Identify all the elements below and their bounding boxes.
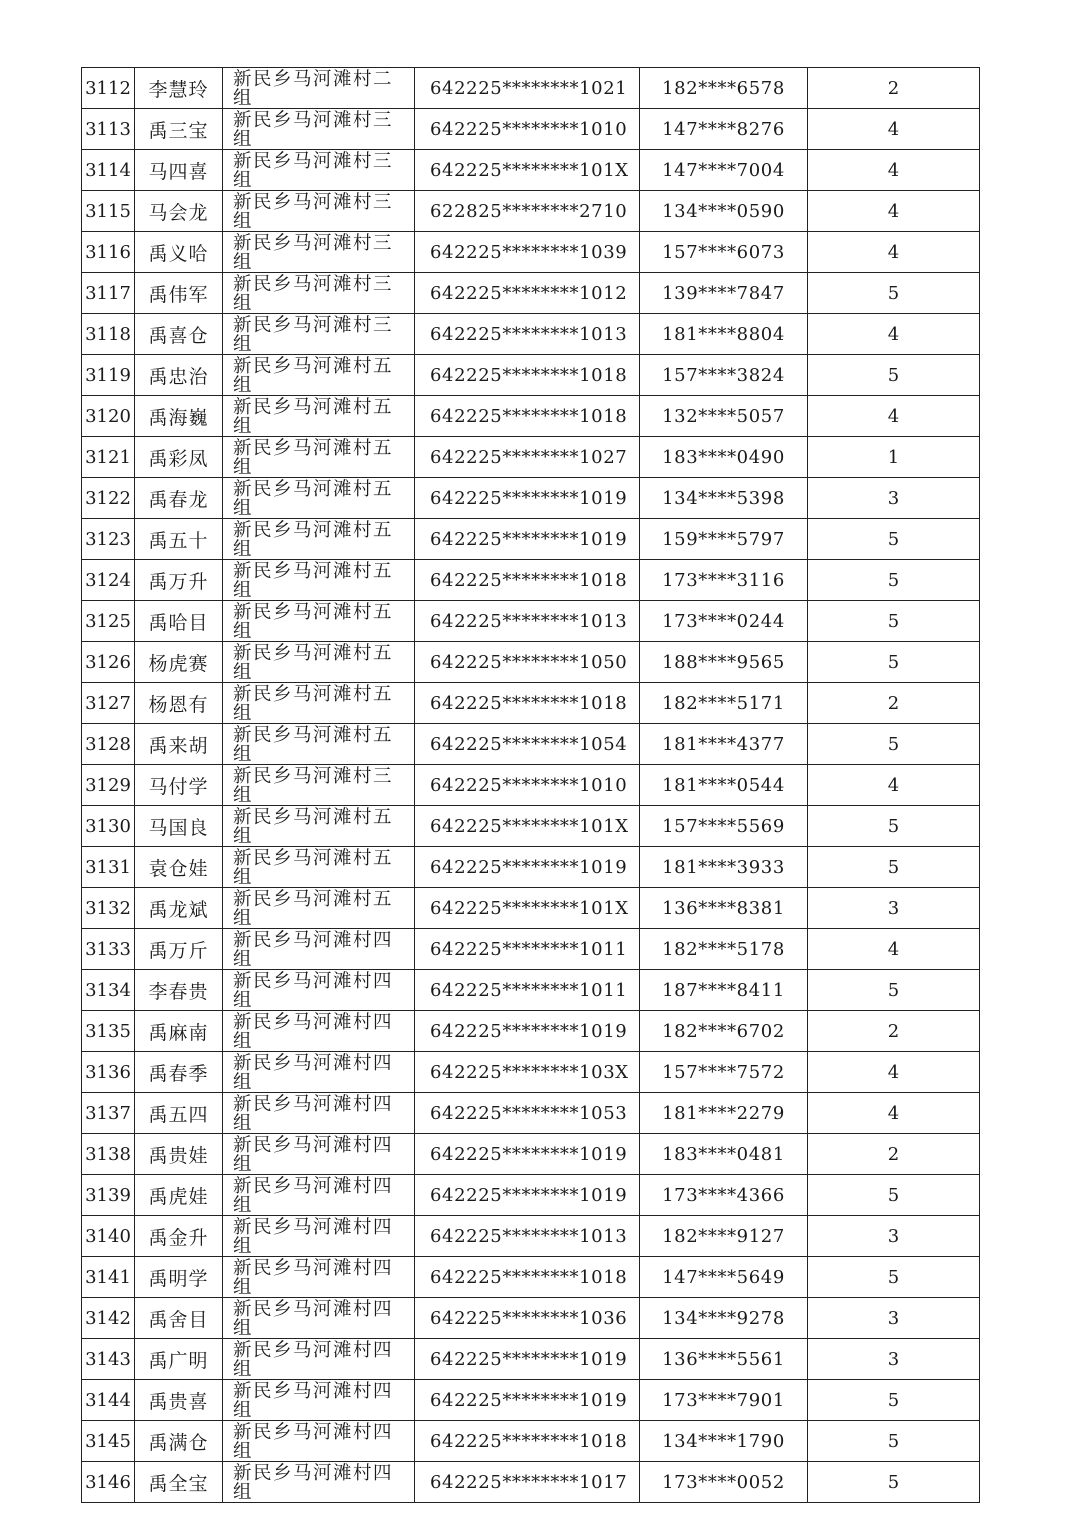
table-row (82, 150, 980, 191)
address-cell: 新民乡马河滩村四组 (223, 1257, 415, 1298)
phone-cell: 159****5797 (640, 519, 808, 560)
phone-cell: 157****7572 (640, 1052, 808, 1093)
id-number-cell: 642225********1017 (415, 1462, 640, 1503)
phone-cell: 173****3116 (640, 560, 808, 601)
document-page (81, 67, 979, 1503)
row-number-cell: 3145 (82, 1421, 135, 1462)
name-cell: 禹来胡 (135, 724, 223, 765)
name-cell: 禹义哈 (135, 232, 223, 273)
phone-cell: 181****0544 (640, 765, 808, 806)
table-row (82, 1052, 980, 1093)
id-number-cell: 642225********1050 (415, 642, 640, 683)
row-number-cell: 3138 (82, 1134, 135, 1175)
table-row (82, 683, 980, 724)
table-row (82, 191, 980, 232)
name-cell: 袁仓娃 (135, 847, 223, 888)
id-number-cell: 642225********1054 (415, 724, 640, 765)
household-count-cell: 5 (808, 355, 980, 396)
id-number-cell: 642225********1013 (415, 1216, 640, 1257)
id-number-cell: 642225********1018 (415, 1257, 640, 1298)
table-row (82, 1093, 980, 1134)
name-cell: 禹春季 (135, 1052, 223, 1093)
phone-cell: 147****5649 (640, 1257, 808, 1298)
table-row (82, 1257, 980, 1298)
id-number-cell: 642225********1011 (415, 929, 640, 970)
table-row (82, 1011, 980, 1052)
household-count-cell: 3 (808, 888, 980, 929)
phone-cell: 183****0490 (640, 437, 808, 478)
household-count-cell: 5 (808, 642, 980, 683)
row-number-cell: 3133 (82, 929, 135, 970)
table-row (82, 273, 980, 314)
phone-cell: 132****5057 (640, 396, 808, 437)
row-number-cell: 3132 (82, 888, 135, 929)
id-number-cell: 642225********103X (415, 1052, 640, 1093)
name-cell: 禹麻南 (135, 1011, 223, 1052)
name-cell: 禹虎娃 (135, 1175, 223, 1216)
phone-cell: 134****5398 (640, 478, 808, 519)
address-cell: 新民乡马河滩村四组 (223, 929, 415, 970)
id-number-cell: 642225********1018 (415, 355, 640, 396)
address-cell: 新民乡马河滩村五组 (223, 888, 415, 929)
address-cell: 新民乡马河滩村四组 (223, 1298, 415, 1339)
phone-cell: 183****0481 (640, 1134, 808, 1175)
household-count-cell: 5 (808, 1257, 980, 1298)
row-number-cell: 3140 (82, 1216, 135, 1257)
name-cell: 禹海巍 (135, 396, 223, 437)
household-count-cell: 5 (808, 1175, 980, 1216)
household-count-cell: 4 (808, 150, 980, 191)
row-number-cell: 3114 (82, 150, 135, 191)
id-number-cell: 642225********1018 (415, 396, 640, 437)
household-count-cell: 5 (808, 1421, 980, 1462)
household-count-cell: 4 (808, 109, 980, 150)
row-number-cell: 3129 (82, 765, 135, 806)
name-cell: 禹贵喜 (135, 1380, 223, 1421)
id-number-cell: 642225********1019 (415, 1380, 640, 1421)
table-row (82, 765, 980, 806)
table-row (82, 1175, 980, 1216)
row-number-cell: 3126 (82, 642, 135, 683)
name-cell: 马会龙 (135, 191, 223, 232)
table-row (82, 724, 980, 765)
phone-cell: 188****9565 (640, 642, 808, 683)
address-cell: 新民乡马河滩村三组 (223, 765, 415, 806)
name-cell: 禹广明 (135, 1339, 223, 1380)
name-cell: 禹贵娃 (135, 1134, 223, 1175)
row-number-cell: 3131 (82, 847, 135, 888)
row-number-cell: 3112 (82, 68, 135, 109)
name-cell: 禹哈目 (135, 601, 223, 642)
household-count-cell: 4 (808, 396, 980, 437)
id-number-cell: 642225********1010 (415, 109, 640, 150)
name-cell: 禹春龙 (135, 478, 223, 519)
table-row (82, 519, 980, 560)
name-cell: 禹五四 (135, 1093, 223, 1134)
address-cell: 新民乡马河滩村四组 (223, 970, 415, 1011)
household-count-cell: 2 (808, 683, 980, 724)
household-count-cell: 5 (808, 1380, 980, 1421)
table-row (82, 314, 980, 355)
table-row (82, 1462, 980, 1503)
address-cell: 新民乡马河滩村四组 (223, 1175, 415, 1216)
phone-cell: 139****7847 (640, 273, 808, 314)
row-number-cell: 3121 (82, 437, 135, 478)
household-count-cell: 3 (808, 1298, 980, 1339)
row-number-cell: 3135 (82, 1011, 135, 1052)
table-row (82, 478, 980, 519)
name-cell: 禹彩凤 (135, 437, 223, 478)
address-cell: 新民乡马河滩村二组 (223, 68, 415, 109)
table-row (82, 437, 980, 478)
phone-cell: 157****3824 (640, 355, 808, 396)
address-cell: 新民乡马河滩村三组 (223, 273, 415, 314)
id-number-cell: 642225********1011 (415, 970, 640, 1011)
household-count-cell: 5 (808, 273, 980, 314)
phone-cell: 182****5171 (640, 683, 808, 724)
id-number-cell: 642225********1019 (415, 478, 640, 519)
address-cell: 新民乡马河滩村三组 (223, 232, 415, 273)
name-cell: 禹喜仓 (135, 314, 223, 355)
phone-cell: 173****4366 (640, 1175, 808, 1216)
address-cell: 新民乡马河滩村三组 (223, 150, 415, 191)
table-row (82, 1380, 980, 1421)
id-number-cell: 642225********101X (415, 150, 640, 191)
table-row (82, 1134, 980, 1175)
address-cell: 新民乡马河滩村四组 (223, 1216, 415, 1257)
phone-cell: 181****2279 (640, 1093, 808, 1134)
id-number-cell: 642225********1036 (415, 1298, 640, 1339)
address-cell: 新民乡马河滩村五组 (223, 724, 415, 765)
table-row (82, 847, 980, 888)
address-cell: 新民乡马河滩村四组 (223, 1093, 415, 1134)
household-count-cell: 3 (808, 478, 980, 519)
id-number-cell: 642225********1013 (415, 314, 640, 355)
id-number-cell: 642225********1019 (415, 847, 640, 888)
table-row (82, 355, 980, 396)
household-count-cell: 5 (808, 560, 980, 601)
household-count-cell: 3 (808, 1216, 980, 1257)
phone-cell: 134****9278 (640, 1298, 808, 1339)
id-number-cell: 642225********1012 (415, 273, 640, 314)
phone-cell: 181****8804 (640, 314, 808, 355)
row-number-cell: 3118 (82, 314, 135, 355)
id-number-cell: 642225********1019 (415, 1134, 640, 1175)
name-cell: 禹满仓 (135, 1421, 223, 1462)
address-cell: 新民乡马河滩村五组 (223, 642, 415, 683)
row-number-cell: 3146 (82, 1462, 135, 1503)
phone-cell: 173****0052 (640, 1462, 808, 1503)
phone-cell: 147****7004 (640, 150, 808, 191)
household-count-cell: 4 (808, 191, 980, 232)
address-cell: 新民乡马河滩村四组 (223, 1011, 415, 1052)
row-number-cell: 3130 (82, 806, 135, 847)
id-number-cell: 642225********1021 (415, 68, 640, 109)
address-cell: 新民乡马河滩村五组 (223, 355, 415, 396)
id-number-cell: 642225********1018 (415, 683, 640, 724)
row-number-cell: 3128 (82, 724, 135, 765)
table-body (82, 68, 980, 1503)
table-row (82, 109, 980, 150)
household-count-cell: 2 (808, 68, 980, 109)
table-row (82, 1216, 980, 1257)
phone-cell: 173****0244 (640, 601, 808, 642)
name-cell: 李慧玲 (135, 68, 223, 109)
address-cell: 新民乡马河滩村四组 (223, 1380, 415, 1421)
household-count-cell: 5 (808, 601, 980, 642)
phone-cell: 157****5569 (640, 806, 808, 847)
table-row (82, 560, 980, 601)
address-cell: 新民乡马河滩村五组 (223, 478, 415, 519)
address-cell: 新民乡马河滩村四组 (223, 1339, 415, 1380)
address-cell: 新民乡马河滩村五组 (223, 519, 415, 560)
table-row (82, 1339, 980, 1380)
phone-cell: 134****0590 (640, 191, 808, 232)
name-cell: 禹忠治 (135, 355, 223, 396)
household-count-cell: 5 (808, 724, 980, 765)
phone-cell: 182****6578 (640, 68, 808, 109)
address-cell: 新民乡马河滩村三组 (223, 191, 415, 232)
table-row (82, 396, 980, 437)
address-cell: 新民乡马河滩村四组 (223, 1134, 415, 1175)
phone-cell: 136****8381 (640, 888, 808, 929)
household-count-cell: 3 (808, 1339, 980, 1380)
phone-cell: 147****8276 (640, 109, 808, 150)
name-cell: 禹全宝 (135, 1462, 223, 1503)
id-number-cell: 642225********1027 (415, 437, 640, 478)
row-number-cell: 3115 (82, 191, 135, 232)
table-row (82, 642, 980, 683)
row-number-cell: 3139 (82, 1175, 135, 1216)
address-cell: 新民乡马河滩村四组 (223, 1052, 415, 1093)
name-cell: 李春贵 (135, 970, 223, 1011)
table-row (82, 232, 980, 273)
name-cell: 马国良 (135, 806, 223, 847)
id-number-cell: 642225********1018 (415, 1421, 640, 1462)
address-cell: 新民乡马河滩村四组 (223, 1462, 415, 1503)
row-number-cell: 3113 (82, 109, 135, 150)
row-number-cell: 3119 (82, 355, 135, 396)
name-cell: 杨恩有 (135, 683, 223, 724)
table-row (82, 601, 980, 642)
row-number-cell: 3136 (82, 1052, 135, 1093)
name-cell: 禹万斤 (135, 929, 223, 970)
name-cell: 禹龙斌 (135, 888, 223, 929)
name-cell: 禹伟军 (135, 273, 223, 314)
row-number-cell: 3134 (82, 970, 135, 1011)
address-cell: 新民乡马河滩村五组 (223, 396, 415, 437)
row-number-cell: 3123 (82, 519, 135, 560)
table-row (82, 68, 980, 109)
phone-cell: 157****6073 (640, 232, 808, 273)
id-number-cell: 642225********1019 (415, 519, 640, 560)
row-number-cell: 3125 (82, 601, 135, 642)
table-row (82, 970, 980, 1011)
name-cell: 禹五十 (135, 519, 223, 560)
id-number-cell: 622825********2710 (415, 191, 640, 232)
household-count-cell: 4 (808, 765, 980, 806)
row-number-cell: 3143 (82, 1339, 135, 1380)
name-cell: 马四喜 (135, 150, 223, 191)
table-row (82, 1298, 980, 1339)
phone-cell: 181****3933 (640, 847, 808, 888)
household-count-cell: 2 (808, 1134, 980, 1175)
address-cell: 新民乡马河滩村四组 (223, 1421, 415, 1462)
household-count-cell: 5 (808, 1462, 980, 1503)
row-number-cell: 3127 (82, 683, 135, 724)
address-cell: 新民乡马河滩村五组 (223, 683, 415, 724)
household-count-cell: 2 (808, 1011, 980, 1052)
household-count-cell: 1 (808, 437, 980, 478)
household-count-cell: 5 (808, 519, 980, 560)
row-number-cell: 3144 (82, 1380, 135, 1421)
household-count-cell: 4 (808, 1093, 980, 1134)
id-number-cell: 642225********1018 (415, 560, 640, 601)
household-count-cell: 4 (808, 314, 980, 355)
address-cell: 新民乡马河滩村五组 (223, 437, 415, 478)
household-count-cell: 4 (808, 1052, 980, 1093)
row-number-cell: 3122 (82, 478, 135, 519)
phone-cell: 181****4377 (640, 724, 808, 765)
table-row (82, 929, 980, 970)
row-number-cell: 3120 (82, 396, 135, 437)
id-number-cell: 642225********1019 (415, 1011, 640, 1052)
id-number-cell: 642225********101X (415, 888, 640, 929)
address-cell: 新民乡马河滩村三组 (223, 314, 415, 355)
row-number-cell: 3117 (82, 273, 135, 314)
id-number-cell: 642225********1019 (415, 1339, 640, 1380)
address-cell: 新民乡马河滩村三组 (223, 109, 415, 150)
phone-cell: 182****5178 (640, 929, 808, 970)
row-number-cell: 3142 (82, 1298, 135, 1339)
id-number-cell: 642225********1053 (415, 1093, 640, 1134)
id-number-cell: 642225********1013 (415, 601, 640, 642)
phone-cell: 182****9127 (640, 1216, 808, 1257)
name-cell: 禹明学 (135, 1257, 223, 1298)
household-count-cell: 4 (808, 232, 980, 273)
household-count-cell: 4 (808, 929, 980, 970)
phone-cell: 182****6702 (640, 1011, 808, 1052)
row-number-cell: 3137 (82, 1093, 135, 1134)
row-number-cell: 3124 (82, 560, 135, 601)
table-row (82, 1421, 980, 1462)
phone-cell: 187****8411 (640, 970, 808, 1011)
name-cell: 杨虎赛 (135, 642, 223, 683)
name-cell: 禹金升 (135, 1216, 223, 1257)
name-cell: 马付学 (135, 765, 223, 806)
household-count-cell: 5 (808, 847, 980, 888)
address-cell: 新民乡马河滩村五组 (223, 847, 415, 888)
phone-cell: 134****1790 (640, 1421, 808, 1462)
name-cell: 禹万升 (135, 560, 223, 601)
id-number-cell: 642225********1019 (415, 1175, 640, 1216)
table-row (82, 806, 980, 847)
name-cell: 禹舍目 (135, 1298, 223, 1339)
household-count-cell: 5 (808, 970, 980, 1011)
id-number-cell: 642225********1039 (415, 232, 640, 273)
name-cell: 禹三宝 (135, 109, 223, 150)
phone-cell: 136****5561 (640, 1339, 808, 1380)
address-cell: 新民乡马河滩村五组 (223, 806, 415, 847)
phone-cell: 173****7901 (640, 1380, 808, 1421)
address-cell: 新民乡马河滩村五组 (223, 560, 415, 601)
table-row (82, 888, 980, 929)
row-number-cell: 3116 (82, 232, 135, 273)
household-count-cell: 5 (808, 806, 980, 847)
id-number-cell: 642225********1010 (415, 765, 640, 806)
id-number-cell: 642225********101X (415, 806, 640, 847)
household-table (81, 67, 980, 1503)
row-number-cell: 3141 (82, 1257, 135, 1298)
address-cell: 新民乡马河滩村五组 (223, 601, 415, 642)
